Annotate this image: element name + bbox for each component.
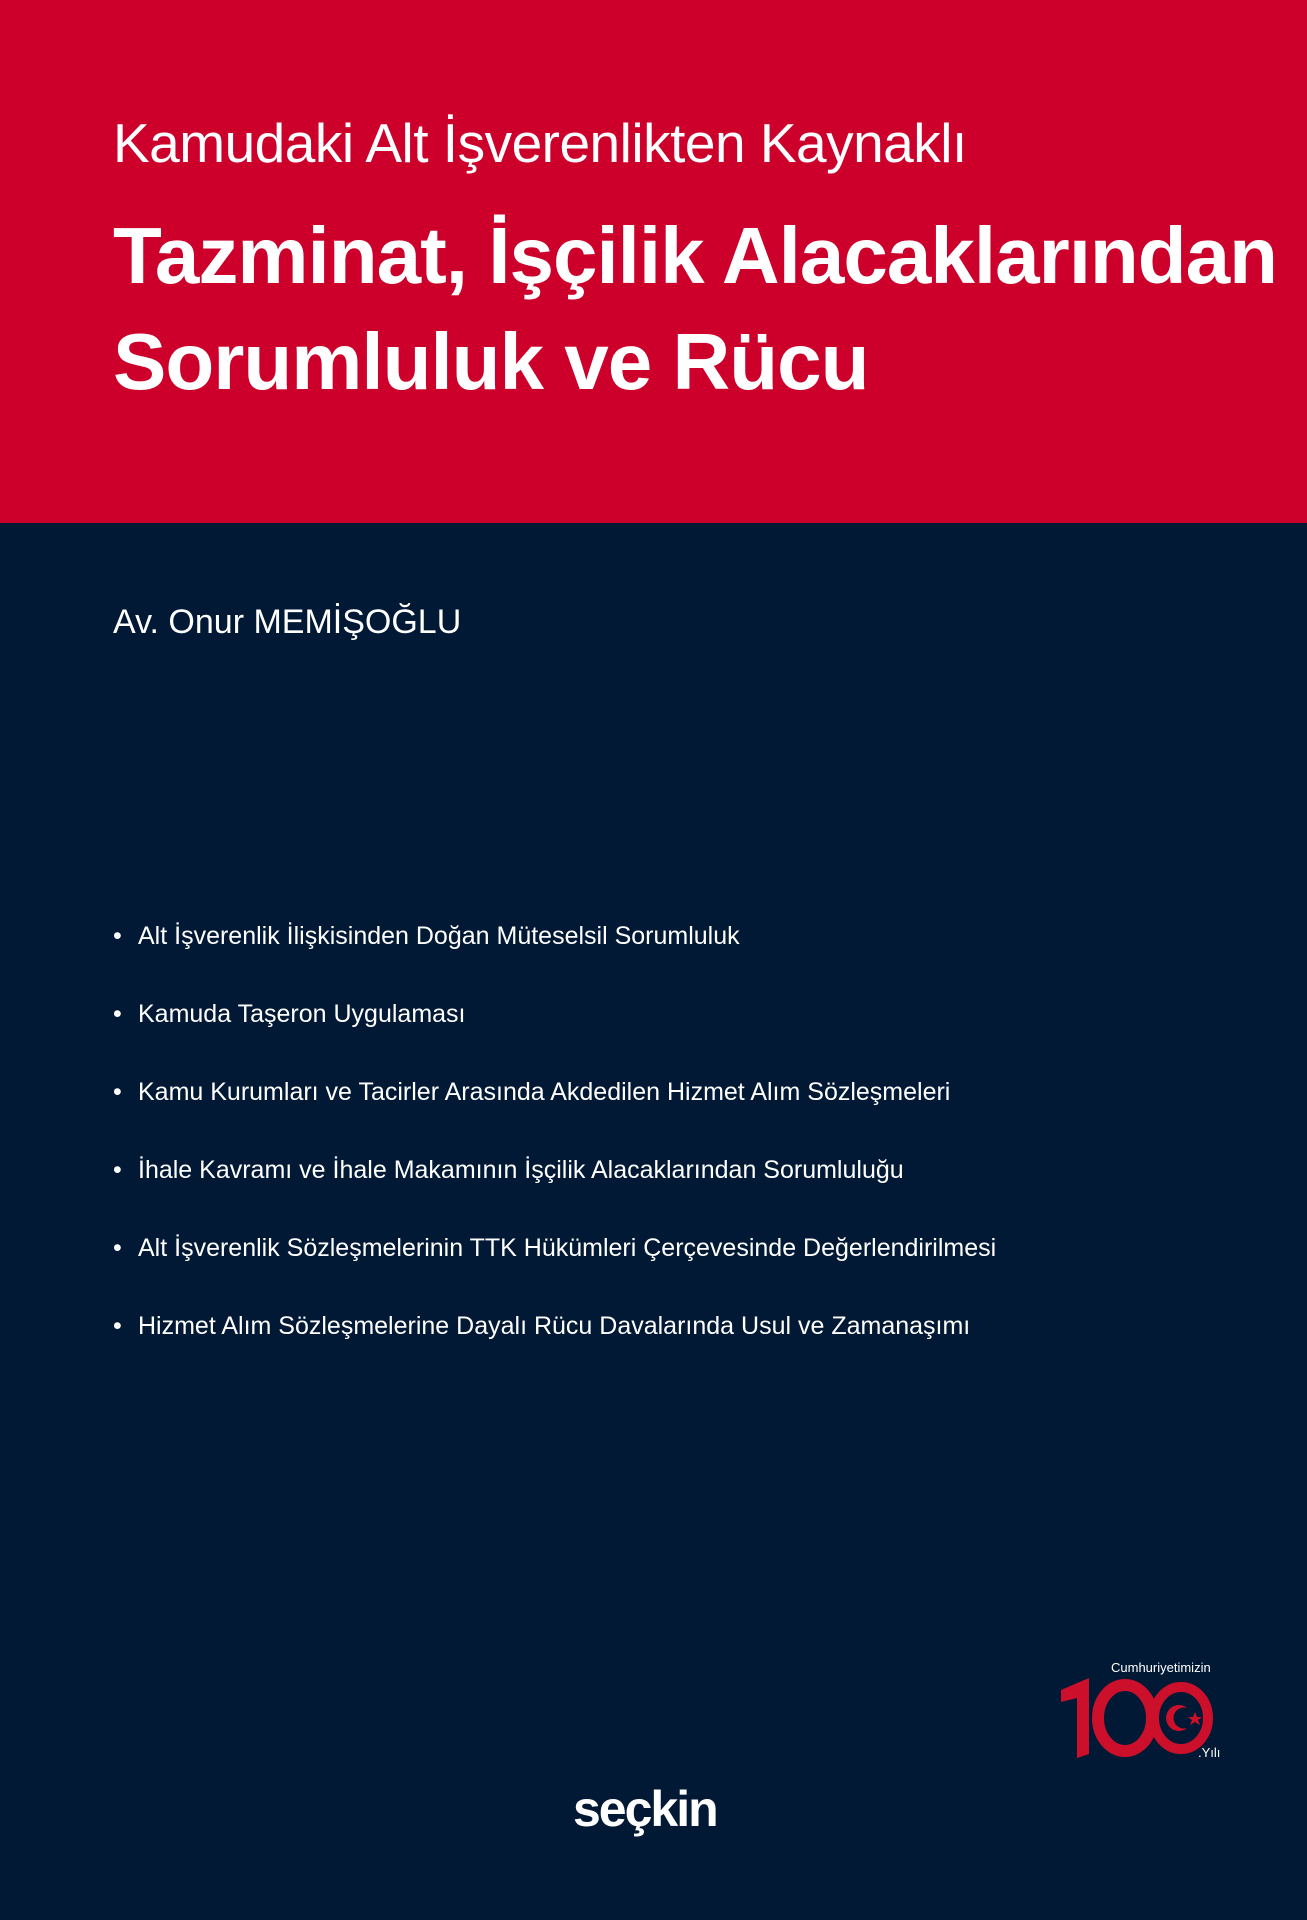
bullet-icon: • <box>113 1312 122 1340</box>
feature-list <box>113 918 996 1386</box>
bullet-icon: • <box>113 1156 122 1184</box>
feature-item <box>113 1152 996 1230</box>
feature-text: Hizmet Alım Sözleşmelerine Dayalı Rücu Davalarında Usul ve Zamanaşımı <box>138 1312 971 1340</box>
feature-item <box>113 1074 996 1152</box>
bullet-icon: • <box>113 1234 122 1262</box>
publisher-logo: seçkin <box>573 1781 717 1837</box>
book-title-line-2: Sorumluluk ve Rücu <box>113 317 869 406</box>
feature-item <box>113 1308 996 1386</box>
feature-text: Kamuda Taşeron Uygulaması <box>138 1000 466 1028</box>
centennial-top-text: Cumhuriyetimizin <box>1111 1660 1211 1675</box>
feature-text: Kamu Kurumları ve Tacirler Arasında Akdedilen Hizmet Alım Sözleşmeleri <box>138 1078 951 1106</box>
centennial-emblem <box>1055 1660 1235 1770</box>
feature-text: İhale Kavramı ve İhale Makamının İşçilik Alacaklarından Sorumluluğu <box>138 1156 904 1184</box>
book-subtitle: Kamudaki Alt İşverenlikten Kaynaklı <box>113 112 967 174</box>
author-name: Av. Onur MEMİŞOĞLU <box>113 603 462 641</box>
feature-text: Alt İşverenlik İlişkisinden Doğan Müteselsil Sorumluluk <box>138 922 740 950</box>
bullet-icon: • <box>113 1078 122 1106</box>
bullet-icon: • <box>113 1000 122 1028</box>
centennial-bottom-text: .Yılı <box>1198 1745 1221 1760</box>
bullet-icon: • <box>113 922 122 950</box>
feature-item <box>113 1230 996 1308</box>
feature-item <box>113 918 996 996</box>
feature-text: Alt İşverenlik Sözleşmelerinin TTK Hükümleri Çerçevesinde Değerlendirilmesi <box>138 1234 997 1262</box>
feature-item <box>113 996 996 1074</box>
title-band <box>0 0 1307 523</box>
book-title-line-1: Tazminat, İşçilik Alacaklarından <box>113 211 1278 300</box>
